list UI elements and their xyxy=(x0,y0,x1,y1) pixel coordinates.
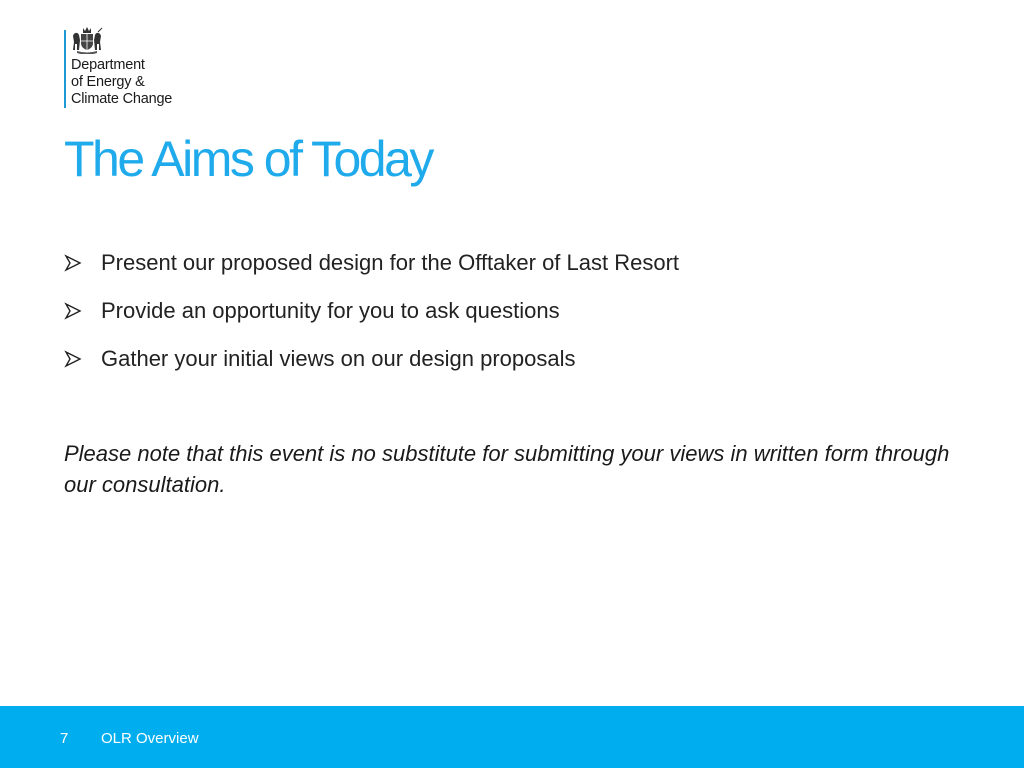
logo-accent-bar xyxy=(64,30,66,108)
royal-crest-icon xyxy=(71,26,103,54)
list-item xyxy=(64,344,679,392)
arrow-bullet-icon xyxy=(64,254,82,272)
department-logo xyxy=(64,26,204,110)
list-item-text: Present our proposed design for the Offtaker of Last Resort xyxy=(101,250,680,275)
slide-footer xyxy=(0,706,1024,768)
arrow-bullet-icon xyxy=(64,302,82,320)
slide-number: 7 xyxy=(60,730,69,747)
department-name-line-3: Climate Change xyxy=(71,91,173,107)
department-name xyxy=(71,57,172,108)
list-item-text: Provide an opportunity for you to ask questions xyxy=(101,298,560,323)
footer-title: OLR Overview xyxy=(101,730,199,747)
list-item-text: Gather your initial views on our design proposals xyxy=(101,346,576,371)
list-item xyxy=(64,296,679,344)
arrow-bullet-icon xyxy=(64,350,82,368)
department-name-line-2: of Energy & xyxy=(71,74,145,90)
aims-list xyxy=(64,248,679,392)
department-name-line-1: Department xyxy=(71,57,145,73)
slide-title: The Aims of Today xyxy=(64,131,432,187)
list-item xyxy=(64,248,679,296)
consultation-note: Please note that this event is no substitute for submitting your views in written form through our consultation. xyxy=(64,441,950,497)
